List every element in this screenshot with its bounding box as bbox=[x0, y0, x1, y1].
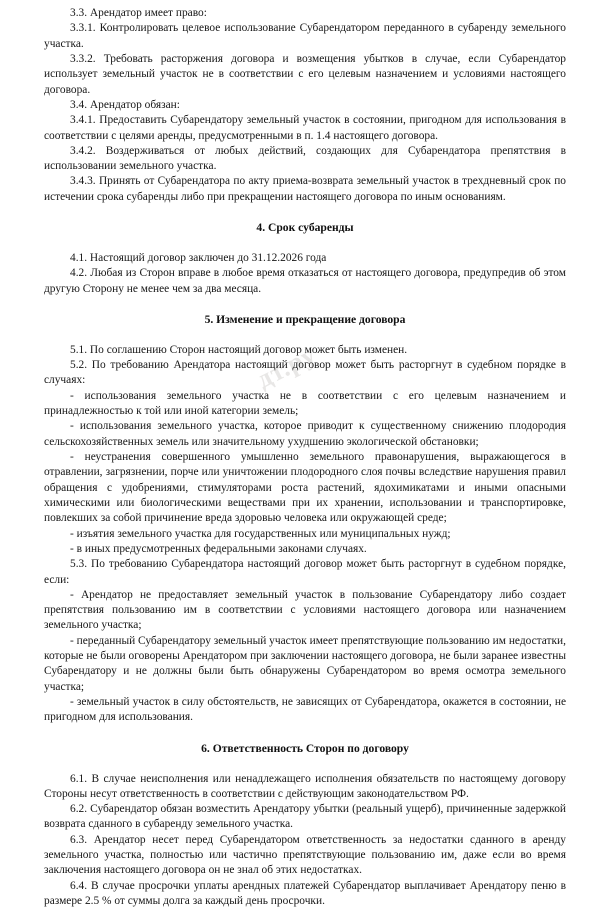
clause-paragraph: 3.3.1. Контролировать целевое использование Субарендатором переданного в субаренду земельного участка. bbox=[44, 22, 566, 50]
clause-paragraph: 5.1. По соглашению Сторон настоящий договор может быть изменен. bbox=[70, 343, 408, 356]
clause-paragraph: 4.2. Любая из Сторон вправе в любое время отказаться от настоящего договора, предупредив об этом другую Сторону не менее чем за два месяца. bbox=[44, 267, 566, 295]
clause-paragraph: 5.2. По требованию Арендатора настоящий договор может быть расторгнут в судебном порядке в случаях: bbox=[44, 359, 566, 387]
section-heading: 6. Ответственность Сторон по договору bbox=[201, 741, 409, 755]
section-heading: 4. Срок субаренды bbox=[256, 221, 354, 235]
clause-bullet: - изъятия земельного участка для государственных или муниципальных нужд; bbox=[70, 527, 451, 540]
watermark: дт.ру bbox=[252, 339, 321, 394]
clause-paragraph: 6.2. Субарендатор обязан возместить Арендатору убытки (реальный ущерб), причиненные задержкой возврата сданного в субаренду земельного участка. bbox=[44, 803, 566, 831]
clause-bullet: - земельный участок в силу обстоятельств, не зависящих от Субарендатора, окажется в состоянии, не пригодном для использования. bbox=[44, 696, 566, 724]
clause-paragraph: 6.3. Арендатор несет перед Субарендатором ответственность за недостатки сданного в аренду земельного участка, полностью или частично препятствующие пользованию им, даже если во время заключения настоящего договора он не знал об этих недостатках. bbox=[44, 833, 566, 877]
clause-paragraph: 6.4. В случае просрочки уплаты арендных платежей Субарендатор выплачивает Арендатору пеню в размере 2.5 % от суммы долга за каждый день просрочки. bbox=[44, 879, 566, 908]
clause-paragraph: 3.4.3. Принять от Субарендатора по акту приема-возврата земельный участок в трехдневный срок по истечении срока субаренды либо при прекращении настоящего договора по иным основаниям. bbox=[44, 175, 566, 203]
clause-paragraph: 3.4.2. Воздерживаться от любых действий, создающих для Субарендатора препятствия в использовании земельного участка. bbox=[44, 144, 566, 173]
clause-bullet: - в иных предусмотренных федеральными законами случаях. bbox=[70, 542, 367, 555]
clause-paragraph: 4.1. Настоящий договор заключен до 31.12.2026 года bbox=[70, 251, 327, 264]
clause-bullet: - использования земельного участка не в соответствии с его целевым назначением и принадлежностью к той или иной категории земель; bbox=[44, 389, 566, 418]
clause-bullet: - неустранения совершенного умышленно земельного правонарушения, выражающегося в отравлении, загрязнении, порче или уничтожении плодородного слоя почвы вследствие нарушения правил обращения с удобрениями, стимуляторами роста растений, ядохимикатами и иными опасными химическими или биологическими веществами при их хранении, использовании и транспортировке, повлекших за собой причинение вреда здоровью человека или окружающей среде; bbox=[44, 451, 566, 525]
clause-bullet: - Арендатор не предоставляет земельный участок в пользование Субарендатору либо создает препятствия пользованию им в соответствии с условиями настоящего договора или назначением земельного участка; bbox=[44, 588, 566, 632]
clause-paragraph: 3.4. Арендатор обязан: bbox=[70, 98, 180, 111]
section-heading: 5. Изменение и прекращение договора bbox=[204, 313, 406, 327]
clause-paragraph: 3.4.1. Предоставить Субарендатору земельный участок в состоянии, пригодном для использования в соответствии с целями аренды, предусмотренными в п. 1.4 настоящего договора. bbox=[44, 114, 566, 142]
clause-paragraph: 3.3.2. Требовать расторжения договора и возмещения убытков в случае, если Субарендатор использует земельный участок не в соответствии с его целевым назначением и условиями настоящего договора. bbox=[44, 52, 566, 96]
clause-paragraph: 3.3. Арендатор имеет право: bbox=[70, 7, 207, 19]
document-body bbox=[44, 6, 566, 909]
clause-bullet: - переданный Субарендатору земельный участок имеет препятствующие пользованию им недостатки, которые не были оговорены Арендатором при заключении настоящего договора, не были заранее известны Субарендатору и не должны были быть обнаружены Субарендатором во время осмотра земельного участка; bbox=[44, 634, 566, 693]
clause-paragraph: 5.3. По требованию Субарендатора настоящий договор может быть расторгнут в судебном порядке, если: bbox=[44, 558, 566, 586]
clause-paragraph: 6.1. В случае неисполнения или ненадлежащего исполнения обязательств по настоящему договору Стороны несут ответственность в соответствии с действующим законодательством РФ. bbox=[44, 772, 566, 800]
clause-bullet: - использования земельного участка, которое приводит к существенному снижению плодородия сельскохозяйственных земель или значительному ухудшению экологической обстановки; bbox=[44, 420, 566, 448]
